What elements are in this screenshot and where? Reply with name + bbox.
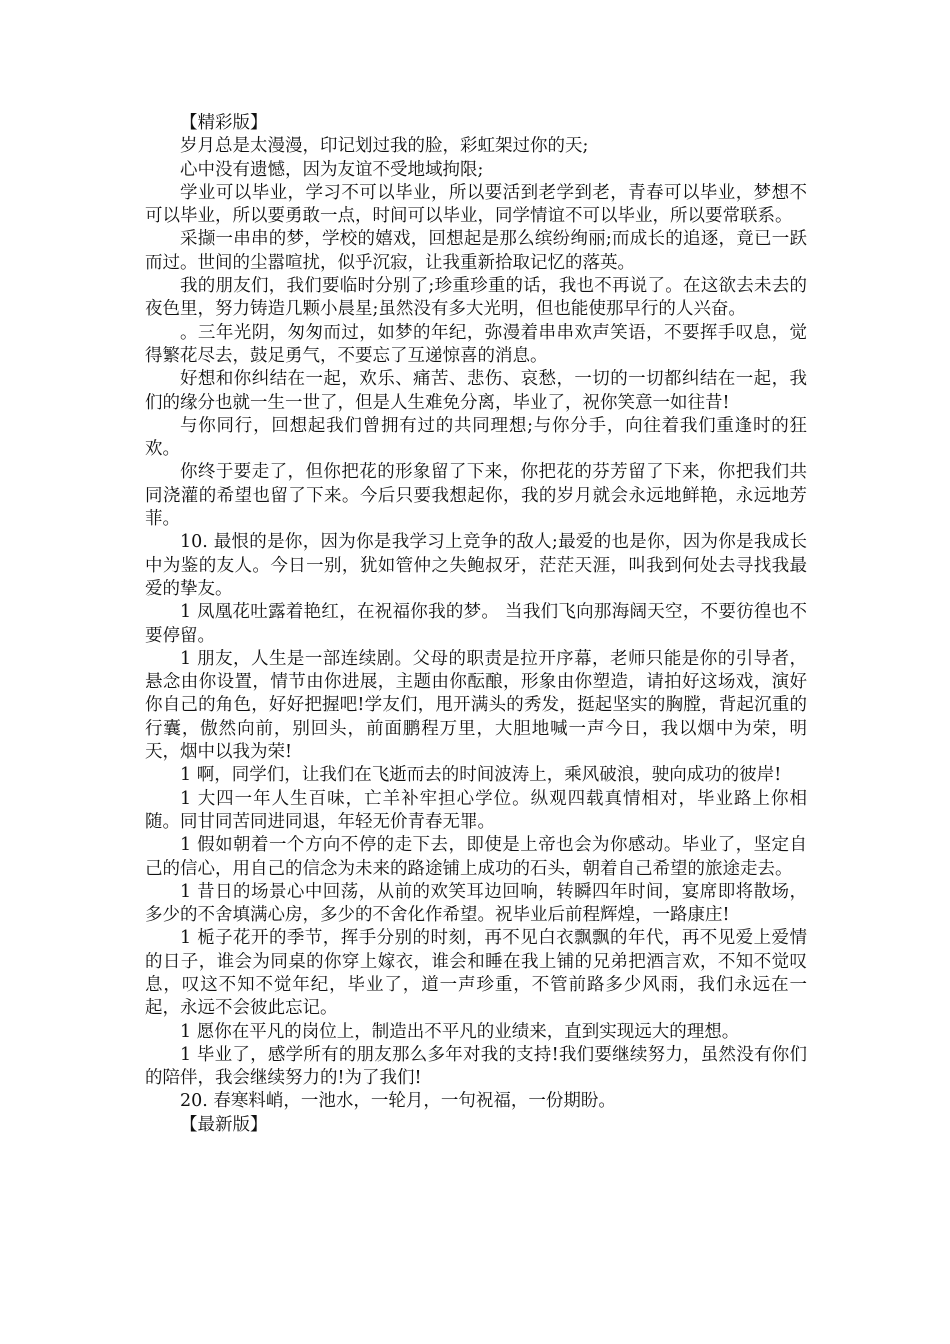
paragraph-17: 1 栀子花开的季节，挥手分别的时刻，再不见白衣飘飘的年代，再不见爱上爱情的日子，谁会为同桌的你穿上嫁衣，谁会和睡在我上铺的兄弟把酒言欢，不知不觉叹息，叹这不知不觉年纪，毕业了，道一声珍重，不管前路多少风雨，我们永远在一起，永远不会彼此忘记。 [145, 928, 807, 1019]
paragraph-12: 1 朋友，人生是一部连续剧。父母的职责是拉开序幕，老师只能是你的引导者，悬念由你设置，情节由你进展，主题由你酝酿，形象由你塑造，请拍好这场戏，演好你自己的角色，好好把握吧!学友们，甩开满头的秀发，挺起坚实的胸膛，背起沉重的行囊，傲然向前，别回头，前面鹏程万里，大胆地喊一声今日，我以烟中为荣，明天，烟中以我为荣! [145, 648, 807, 763]
paragraph-8: 与你同行，回想起我们曾拥有过的共同理想;与你分手，向往着我们重逢时的狂欢。 [145, 415, 807, 460]
paragraph-14: 1 大四一年人生百味，亡羊补牢担心学位。纵观四载真情相对，毕业路上你相随。同甘同苦同进同退，年轻无价青春无罪。 [145, 788, 807, 832]
paragraph-4: 采撷一串串的梦，学校的嬉戏，回想起是那么缤纷绚丽;而成长的追逐，竟已一跃而过。世间的尘嚣喧扰，似乎沉寂，让我重新拾取记忆的落英。 [145, 229, 807, 273]
paragraph-20: 20. 春寒料峭，一池水，一轮月，一句祝福，一份期盼。 [180, 1091, 616, 1112]
paragraph-13: 1 啊，同学们，让我们在飞逝而去的时间波涛上，乘风破浪，驶向成功的彼岸! [180, 765, 782, 786]
paragraph-5: 我的朋友们，我们要临时分别了;珍重珍重的话，我也不再说了。在这欲去未去的夜色里，努力铸造几颗小晨星;虽然没有多大光明，但也能使那早行的人兴奋。 [145, 276, 807, 320]
paragraph-6: 。三年光阴，匆匆而过，如梦的年纪，弥漫着串串欢声笑语，不要挥手叹息，觉得繁花尽去，鼓足勇气，不要忘了互递惊喜的消息。 [145, 322, 807, 366]
paragraph-10: 10. 最恨的是你，因为你是我学习上竞争的敌人;最爱的也是你，因为你是我成长中为鉴的友人。今日一别，犹如管仲之失鲍叔牙，茫茫天涯，叫我到何处去寻找我最爱的挚友。 [145, 532, 807, 599]
section-heading-bottom: 【最新版】 [180, 1114, 268, 1135]
paragraph-19: 1 毕业了，感学所有的朋友那么多年对我的支持!我们要继续努力，虽然没有你们的陪伴，我会继续努力的!为了我们! [145, 1044, 807, 1089]
paragraph-16: 1 昔日的场景心中回荡，从前的欢笑耳边回响，转瞬四年时间，宴席即将散场，多少的不舍填满心房，多少的不舍化作希望。祝毕业后前程辉煌，一路康庄! [145, 881, 807, 926]
paragraph-3: 学业可以毕业，学习不可以毕业，所以要活到老学到老，青春可以毕业，梦想不可以毕业，所以要勇敢一点，时间可以毕业，同学情谊不可以毕业，所以要常联系。 [145, 182, 807, 227]
section-heading-top: 【精彩版】 [180, 113, 268, 133]
paragraph-7: 好想和你纠结在一起，欢乐、痛苦、悲伤、哀愁，一切的一切都纠结在一起，我们的缘分也就一生一世了，但是人生难免分离，毕业了，祝你笑意一如往昔! [145, 369, 807, 413]
paragraph-11: 1 凤凰花吐露着艳红，在祝福你我的梦。 当我们飞向那海阔天空，不要彷徨也不要停留。 [145, 602, 807, 646]
paragraph-2: 心中没有遗憾，因为友谊不受地域拘限; [180, 159, 484, 180]
paragraph-15: 1 假如朝着一个方向不停的走下去，即使是上帝也会为你感动。毕业了，坚定自己的信心，用自己的信念为未来的路途铺上成功的石头，朝着自己希望的旅途走去。 [145, 835, 807, 879]
document-page [145, 112, 807, 1137]
paragraph-9: 你终于要走了，但你把花的形象留了下来，你把花的芬芳留了下来，你把我们共同浇灌的希望也留了下来。今后只要我想起你，我的岁月就会永远地鲜艳，永远地芳菲。 [145, 462, 807, 530]
paragraph-1: 岁月总是太漫漫，印记划过我的脸，彩虹架过你的天; [180, 136, 589, 157]
paragraph-18: 1 愿你在平凡的岗位上，制造出不平凡的业绩来，直到实现远大的理想。 [180, 1021, 740, 1042]
